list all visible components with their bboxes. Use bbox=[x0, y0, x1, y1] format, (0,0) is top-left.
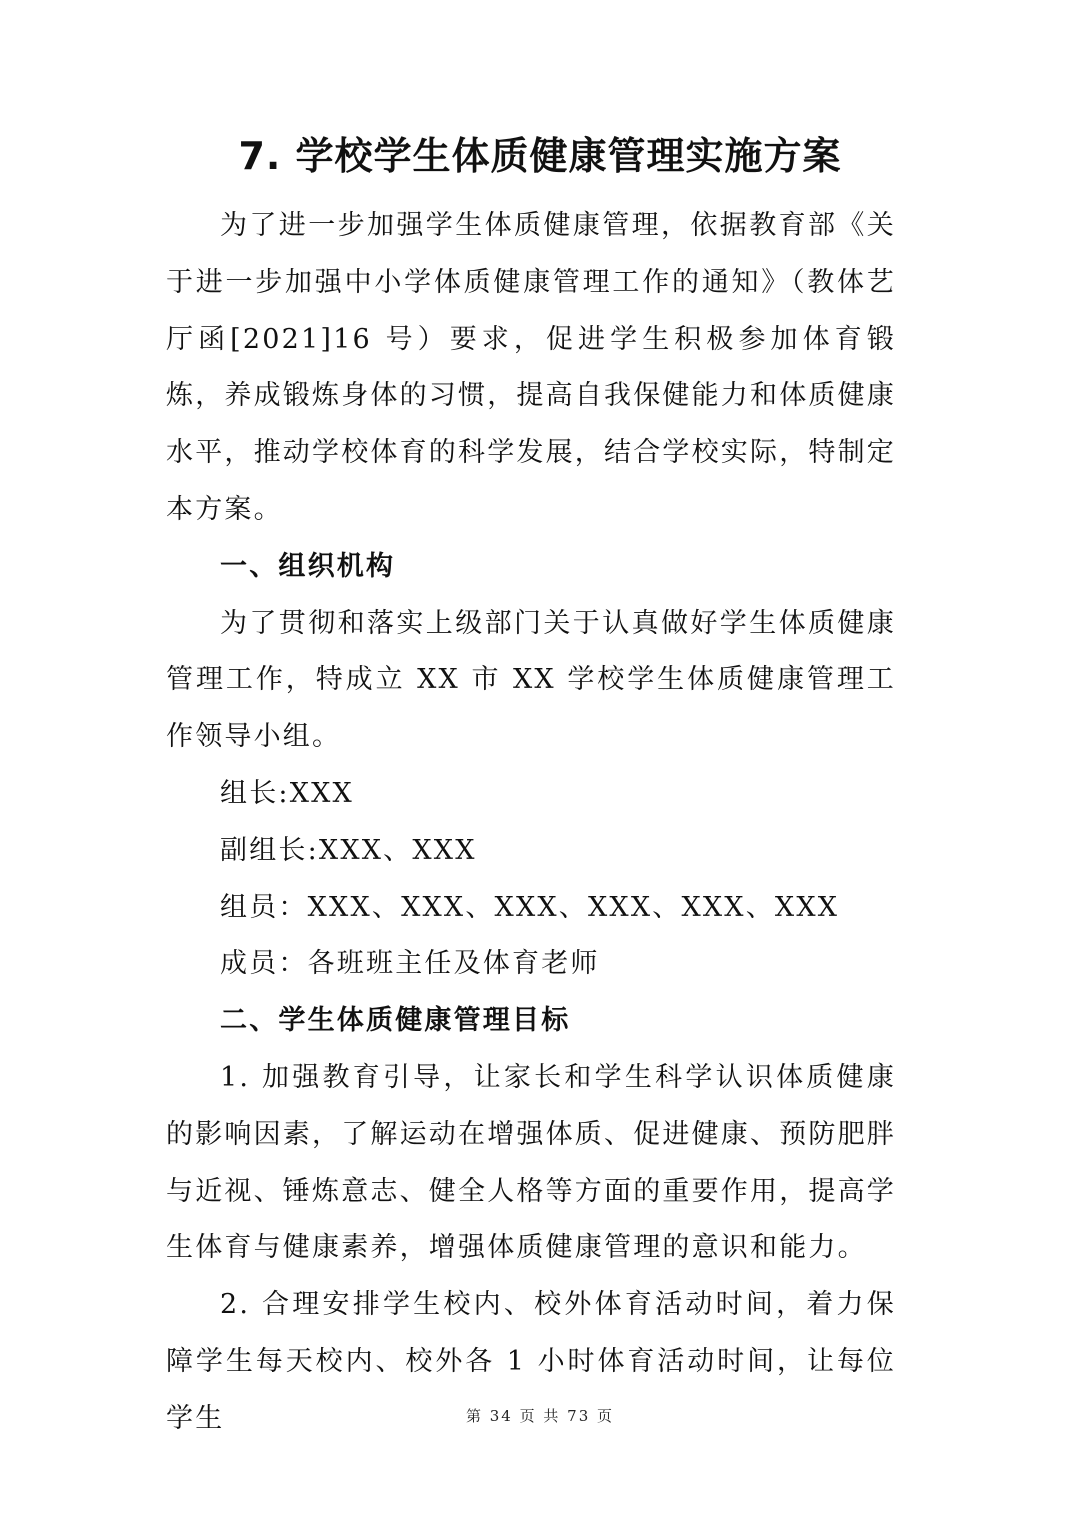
group-members-line: 组员：XXX、XXX、XXX、XXX、XXX、XXX bbox=[220, 891, 840, 923]
organization-paragraph: 为了贯彻和落实上级部门关于认真做好学生体质健康管理工作，特成立 XX 市 XX 学校学生体质健康管理工作领导小组。 bbox=[166, 607, 896, 753]
goal-paragraph-1: 1. 加强教育引导，让家长和学生科学认识体质健康的影响因素，了解运动在增强体质、促进健康、预防肥胖与近视、锤炼意志、健全人格等方面的重要作用，提高学生体育与健康素养，增强体质健康管理的意识和能力。 bbox=[166, 1061, 896, 1264]
footer-prefix: 第 bbox=[465, 1407, 483, 1425]
deputy-leader-line: 副组长:XXX、XXX bbox=[220, 834, 477, 866]
intro-paragraph: 为了进一步加强学生体质健康管理，依据教育部《关于进一步加强中小学体质健康管理工作的通知》（教体艺厅函[2021]16 号）要求，促进学生积极参加体育锻炼，养成锻炼身体的习惯，提高自我保健能力和体质健康水平，推动学校体育的科学发展，结合学校实际，特制定本方案。 bbox=[166, 210, 896, 525]
current-page-number: 34 bbox=[489, 1407, 513, 1425]
footer-suffix: 页 bbox=[597, 1407, 615, 1425]
section-heading-organization: 一、组织机构 bbox=[220, 550, 396, 582]
group-leader-line: 组长:XXX bbox=[220, 777, 354, 809]
page-number-footer bbox=[0, 1404, 1080, 1428]
members-line: 成员：各班班主任及体育老师 bbox=[220, 948, 600, 980]
document-body bbox=[166, 198, 896, 1448]
goal-paragraph-2: 2. 合理安排学生校内、校外体育活动时间，着力保障学生每天校内、校外各 1 小时体育活动时间，让每位学生 bbox=[166, 1289, 896, 1434]
section-heading-goals: 二、学生体质健康管理目标 bbox=[220, 1005, 571, 1037]
footer-middle: 页 共 bbox=[519, 1407, 561, 1425]
document-title: 7. 学校学生体质健康管理实施方案 bbox=[238, 134, 842, 178]
total-pages-number: 73 bbox=[567, 1407, 591, 1425]
